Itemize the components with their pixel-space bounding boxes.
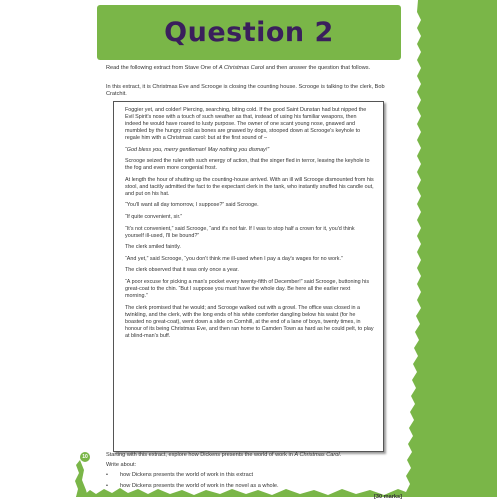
instruction-text: Read the following extract from Stave One of (106, 65, 219, 71)
extract-carol-lines: “God bless you, merry gentleman! May nothing you dismay!” (125, 146, 270, 153)
extract-paragraph: “You'll want all day tomorrow, I suppose?” said Scrooge. (125, 202, 259, 209)
extract-paragraph: “A poor excuse for picking a man's pocket every twenty-fifth of December!” said Scrooge, buttoning his great-coat to the chin. “But I suppose you must have the whole day. Be here all the earlier next morning.” (125, 278, 370, 299)
question-title-banner (97, 5, 401, 60)
page-number: 10 (82, 454, 88, 460)
extract-paragraph: Scrooge seized the ruler with such energy of action, that the singer fled in terror, leaving the keyhole to the fog and even more congenial frost. (125, 158, 370, 172)
marks-label: [30 marks] (374, 493, 402, 500)
book-title: A Christmas Carol (218, 65, 265, 71)
extract-paragraph: At length the hour of shutting up the counting-house arrived. With an ill will Scrooge dismounted from his stool, and tacitly admitted the fact to the expectant clerk in the tank, who instantly snuffed his candle out, and put on his hat. (125, 176, 374, 197)
task-book-title: A Christmas Carol (294, 452, 340, 458)
extract-paragraph: “If quite convenient, sir.” (125, 213, 183, 220)
task-text-end: . (339, 452, 342, 458)
page-number-badge (80, 452, 90, 462)
context-paragraph: In this extract, it is Christmas Eve and Scrooge is closing the counting house. Scrooge is talking to the clerk, Bob Cratchit. (106, 84, 385, 98)
bullet-icon: • (106, 472, 108, 479)
extract-paragraph: “It's not convenient,” said Scrooge, “and it's not fair. If I was to stop half a crown for it, you'd think yourself ill-used, I'll be bound?” (125, 225, 355, 239)
extract-paragraph: Foggier yet, and colder! Piercing, searching, biting cold. If the good Saint Dunstan had but nipped the Evil Spirit's nose with a touch of such weather as that, instead of using his familiar weapons, then indeed he would have roared to lusty purpose. The owner of one scant young nose, gnawed and mumbled by the hungry cold as bones are gnawed by dogs, stooped down at Scrooge's keyhole to regale him with a Christmas carol: but at the first sound of – (125, 107, 367, 141)
bullet-text: how Dickens presents the world of work in this extract (120, 472, 254, 479)
bullet-item (106, 483, 402, 490)
instruction-text-end: and then answer the question that follows. (264, 65, 371, 71)
instruction-paragraph (106, 65, 402, 72)
extract-box (113, 101, 384, 452)
extract-paragraph: “And yet,” said Scrooge, “you don't think me ill-used when I pay a day's wages for no work.” (125, 255, 343, 262)
task-instruction (106, 452, 402, 459)
task-text: Starting with this extract, explore how Dickens presents the world of work in (106, 452, 295, 458)
bullet-text: how Dickens presents the world of work in the novel as a whole. (120, 482, 279, 489)
bullet-icon: • (106, 482, 108, 489)
extract-paragraph: The clerk promised that he would; and Scrooge walked out with a growl. The office was closed in a twinkling, and the clerk, with the long ends of his white comforter dangling below his waist (for he boasted no great-coat), went down a slide on Cornhill, at the end of a lane of boys, twenty times, in honour of its being Christmas Eve, and then ran home to Camden Town as hard as he could pelt, to play at blind-man's buff. (125, 304, 374, 339)
extract-paragraph: The clerk smiled faintly. (125, 244, 181, 251)
bullet-item (106, 472, 402, 479)
page-title: Question 2 (164, 17, 334, 48)
task-section (106, 452, 402, 501)
write-about-label: Write about: (106, 462, 137, 469)
extract-paragraph: The clerk observed that it was only once a year. (125, 267, 239, 274)
